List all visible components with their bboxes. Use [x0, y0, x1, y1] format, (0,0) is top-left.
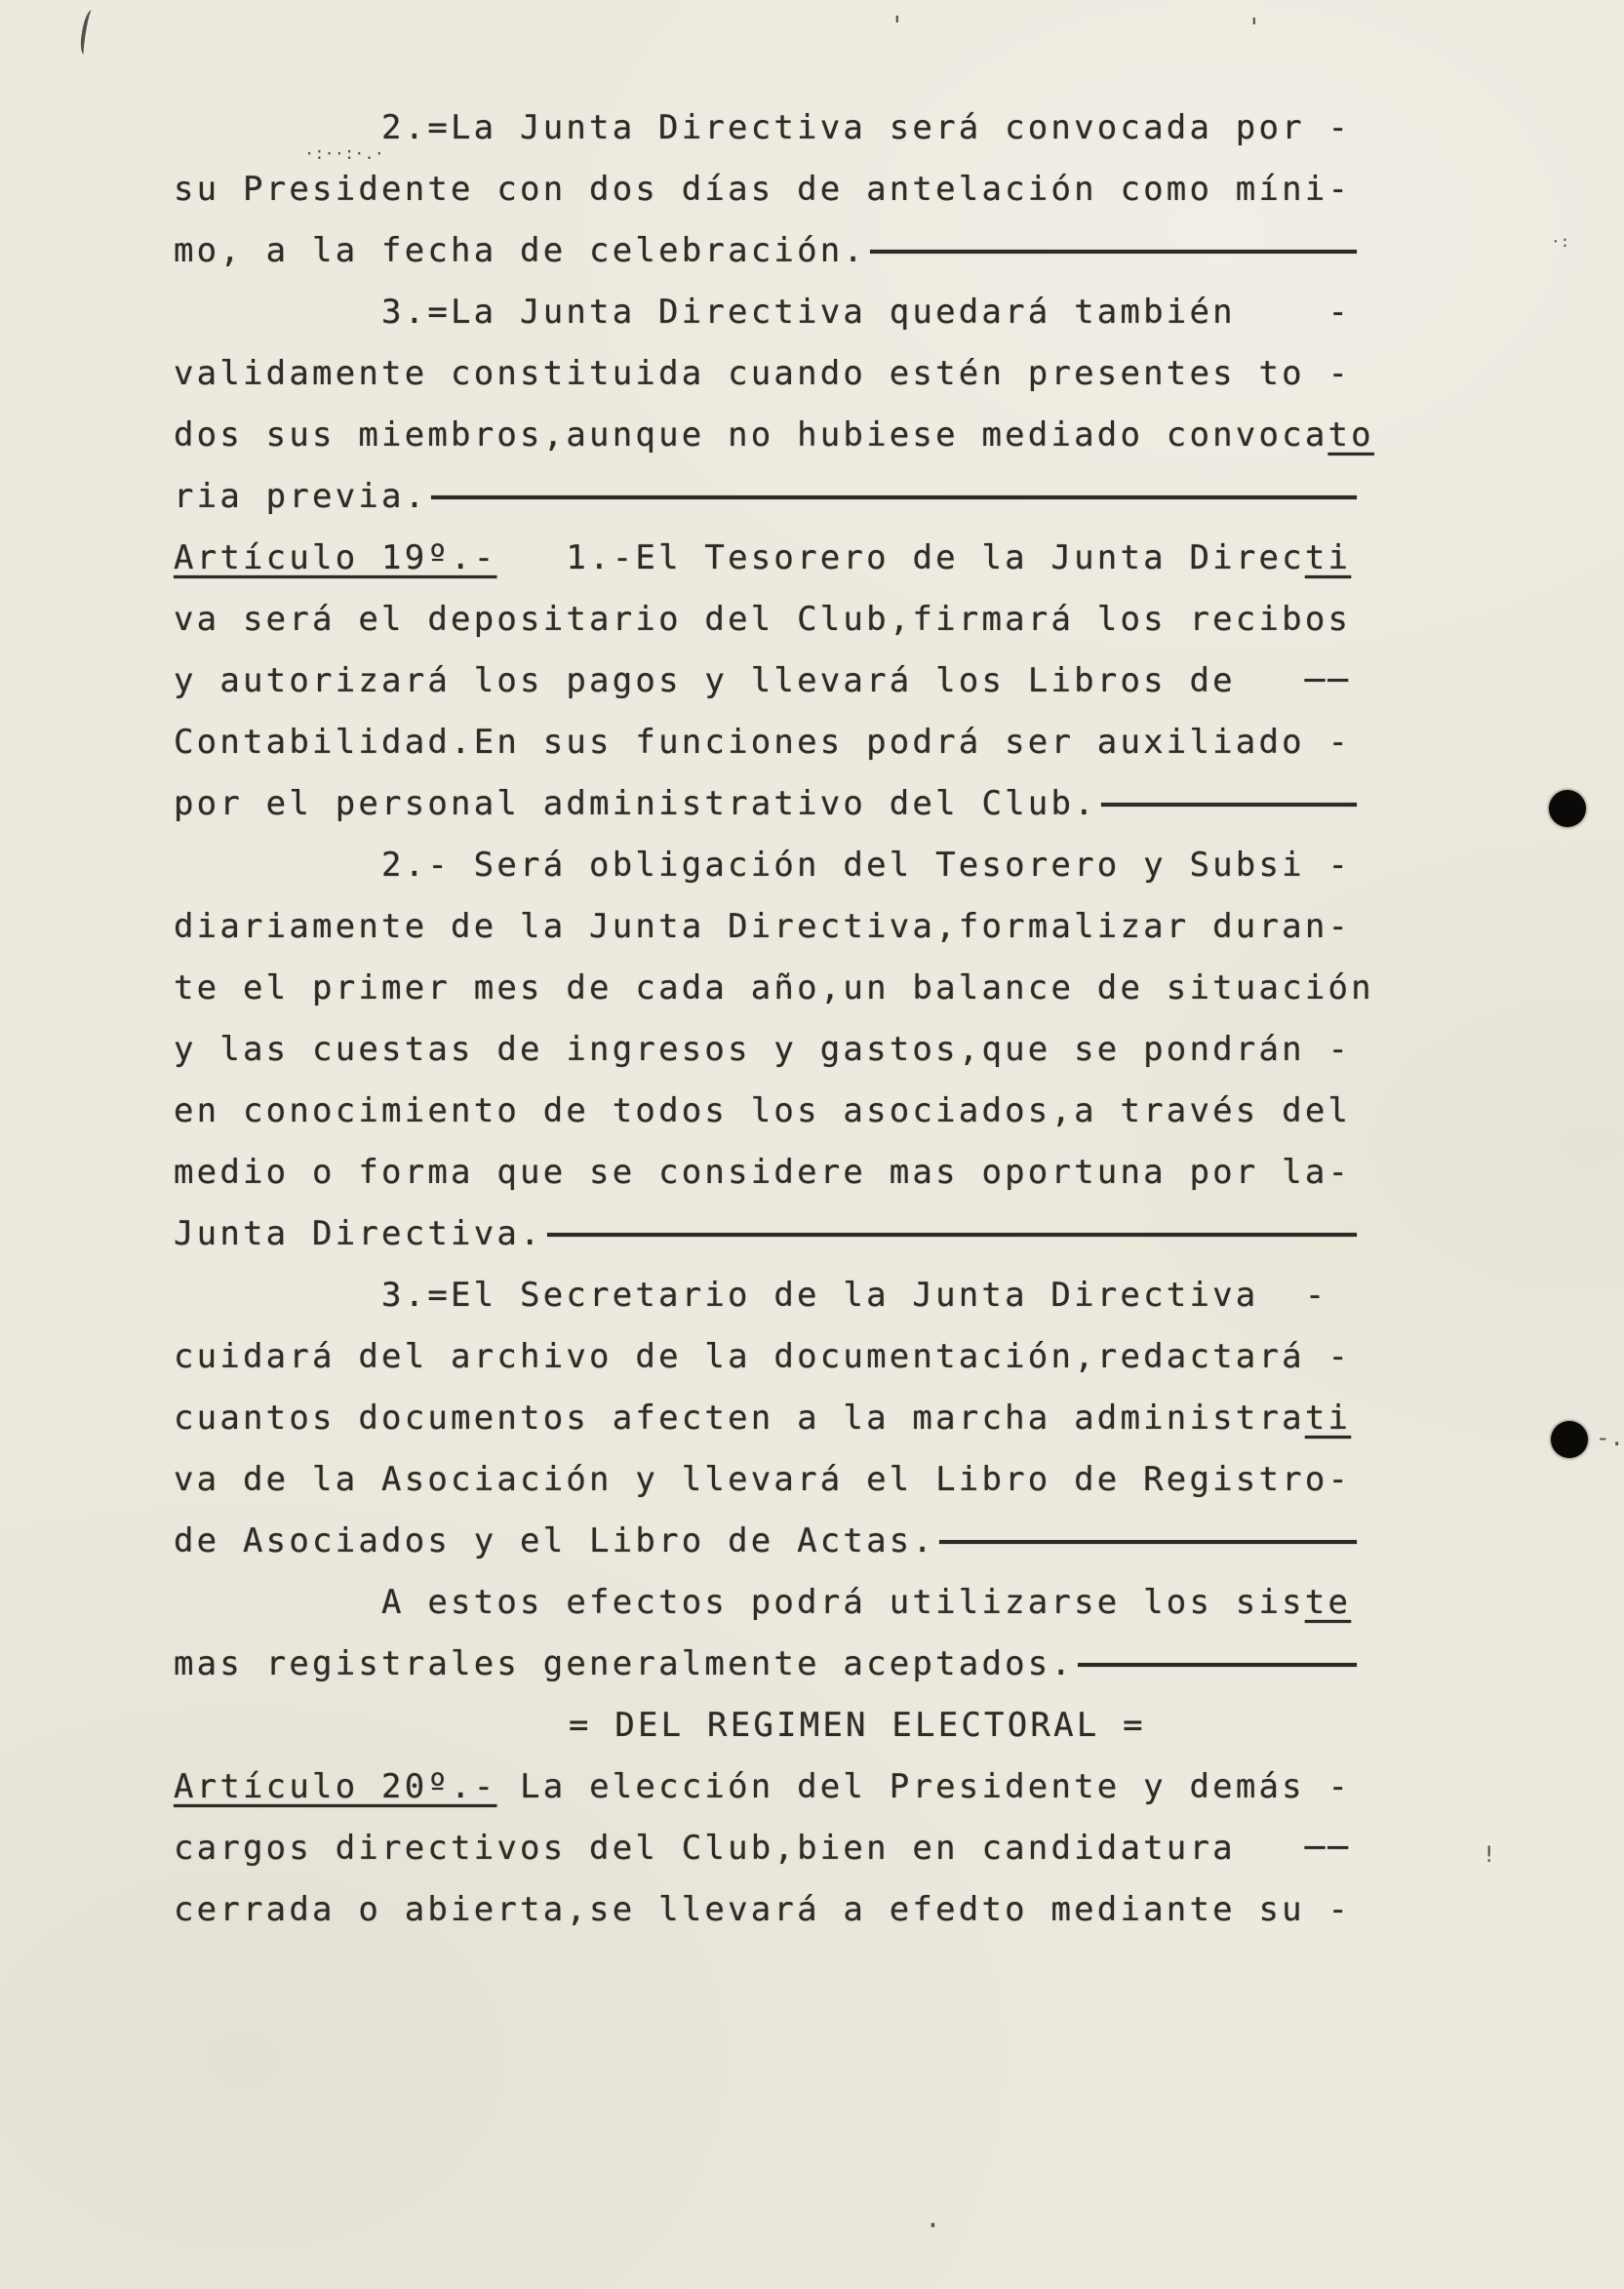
text-line: [174, 835, 1357, 896]
text-line: [174, 589, 1357, 651]
text-segment: te el primer mes de cada año,un balance de situación: [174, 968, 1374, 1007]
text-segment: 3.=La Junta Directiva quedará también -: [381, 293, 1352, 332]
text-line: [174, 1265, 1357, 1326]
text-segment: La elección del Presidente y demás -: [496, 1767, 1352, 1806]
punch-hole: [1551, 1421, 1588, 1458]
text-line: [174, 1326, 1357, 1388]
text-block: [174, 98, 1374, 1941]
text-line: [174, 1572, 1357, 1634]
typed-rule-fill: [866, 220, 1357, 282]
text-line: [174, 1019, 1357, 1081]
text-line: [174, 712, 1357, 773]
text-segment: 1.-El Tesorero de la Junta Direc: [496, 538, 1305, 577]
text-line: [174, 1695, 1357, 1756]
text-line: [174, 1204, 1357, 1265]
underlined-text: te: [1304, 1583, 1352, 1622]
text-segment: 2.- Será obligación del Tesorero y Subsi -: [381, 846, 1352, 885]
text-line: [174, 773, 1357, 835]
text-segment: cuantos documentos afecten a la marcha administra: [174, 1399, 1305, 1438]
scan-speck: ·:··:·.·: [304, 144, 384, 164]
text-segment: Junta Directiva.: [174, 1214, 543, 1253]
text-line: [174, 405, 1374, 466]
text-segment: por el personal administrativo del Club.: [174, 784, 1097, 823]
text-line: [174, 1756, 1357, 1818]
text-line: [174, 159, 1357, 220]
text-line: [174, 466, 1357, 528]
underlined-text: ti: [1304, 538, 1352, 577]
underlined-text: ti: [1304, 1399, 1352, 1438]
typed-rule-fill: [1074, 1634, 1357, 1695]
text-line: [174, 1449, 1357, 1511]
text-line: [174, 1511, 1357, 1572]
text-segment: de Asociados y el Libro de Actas.: [174, 1521, 936, 1560]
text-segment: cuidará del archivo de la documentación,redactará -: [174, 1337, 1352, 1376]
pen-mark: [78, 9, 97, 55]
typed-rule-fill: [543, 1204, 1357, 1265]
text-segment: diariamente de la Junta Directiva,formalizar duran-: [174, 907, 1352, 946]
text-segment: mo, a la fecha de celebración.: [174, 231, 867, 270]
text-line: [174, 1388, 1357, 1449]
text-line: [174, 282, 1357, 343]
text-segment: dos sus miembros,aunque no hubiese mediado convoca: [174, 415, 1328, 454]
punch-hole: [1549, 790, 1586, 827]
scan-speck: ·:: [1551, 232, 1570, 251]
scan-speck: ': [890, 12, 905, 41]
text-segment: 3.=El Secretario de la Junta Directiva -: [381, 1276, 1328, 1315]
text-line: [174, 1142, 1357, 1204]
text-line: [174, 1879, 1357, 1941]
underlined-text: to: [1327, 415, 1374, 454]
text-segment: medio o forma que se considere mas oportuna por la-: [174, 1153, 1352, 1192]
typed-rule-fill: [427, 466, 1357, 528]
typed-rule-fill: [935, 1511, 1357, 1572]
text-segment: y las cuestas de ingresos y gastos,que se pondrán -: [174, 1030, 1352, 1069]
text-line: [174, 220, 1357, 282]
text-segment: y autorizará los pagos y llevará los Libros de ──: [174, 661, 1352, 700]
typed-rule-fill: [1097, 773, 1357, 835]
scan-speck: ': [1247, 14, 1262, 43]
text-line: [174, 528, 1357, 589]
text-segment: validamente constituida cuando estén presentes to -: [174, 354, 1352, 393]
text-segment: va será el depositario del Club,firmará los recibos: [174, 600, 1352, 639]
scan-speck: !: [1483, 1843, 1496, 1868]
text-line: [174, 1081, 1357, 1142]
text-segment: mas registrales generalmente aceptados.: [174, 1644, 1075, 1683]
text-segment: = DEL REGIMEN ELECTORAL =: [569, 1706, 1146, 1745]
text-segment: Contabilidad.En sus funciones podrá ser auxiliado -: [174, 723, 1352, 762]
text-segment: cerrada o abierta,se llevará a efedto mediante su -: [174, 1890, 1352, 1929]
text-line: [174, 896, 1357, 958]
underlined-text: Artículo 20º.-: [174, 1767, 497, 1806]
underlined-text: Artículo 19º.-: [174, 538, 497, 577]
text-line: [174, 1634, 1357, 1695]
text-segment: A estos efectos podrá utilizarse los sis: [381, 1583, 1305, 1622]
text-segment: su Presidente con dos días de antelación como míni-: [174, 170, 1352, 209]
text-line: [174, 958, 1374, 1019]
text-line: [174, 1818, 1357, 1879]
text-segment: va de la Asociación y llevará el Libro de Registro-: [174, 1460, 1352, 1499]
text-segment: cargos directivos del Club,bien en candidatura ──: [174, 1829, 1352, 1868]
text-segment: en conocimiento de todos los asociados,a través del: [174, 1091, 1352, 1130]
text-line: [174, 343, 1357, 405]
scan-speck: ·: [925, 2209, 941, 2241]
scan-speck: -.: [1596, 1424, 1624, 1451]
text-segment: 2.=La Junta Directiva será convocada por -: [381, 108, 1352, 147]
text-line: [174, 651, 1357, 712]
text-segment: ria previa.: [174, 477, 428, 516]
